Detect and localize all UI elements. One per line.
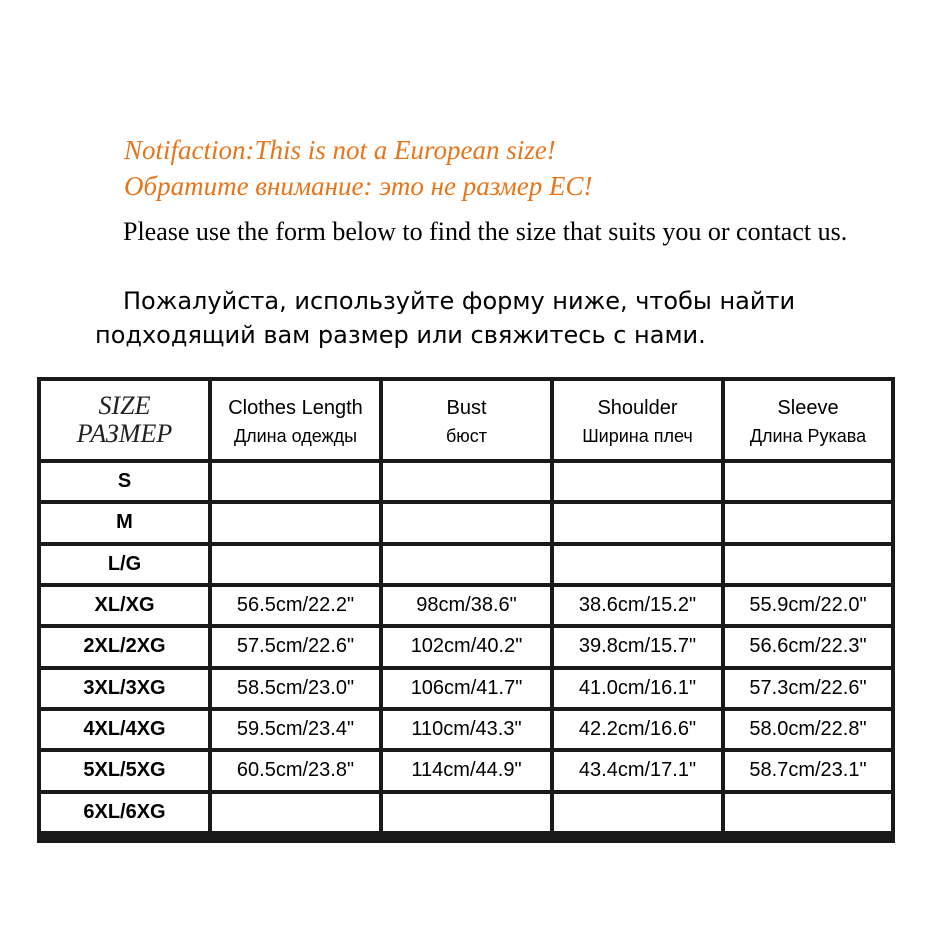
clothes-length-cell: 59.5cm/23.4" (212, 711, 379, 748)
instructions-english: Please use the form below to find the size that suits you or contact us. (123, 217, 848, 246)
size-label: 2XL/2XG (41, 628, 208, 665)
column-header-bust (383, 381, 550, 459)
bust-cell: 102cm/40.2" (383, 628, 550, 665)
notice-russian: Обратите внимание: это не размер ЕС! (124, 171, 593, 201)
sleeve-cell (725, 504, 891, 541)
shoulder-cell (554, 504, 721, 541)
table-row (41, 504, 891, 541)
column-header-en: Clothes Length (228, 397, 363, 419)
clothes-length-cell (212, 463, 379, 500)
bust-cell: 98cm/38.6" (383, 587, 550, 624)
table-row (41, 711, 891, 748)
size-label: 6XL/6XG (41, 794, 208, 831)
bust-cell: 106cm/41.7" (383, 670, 550, 707)
table-row (41, 546, 891, 583)
bust-cell (383, 546, 550, 583)
clothes-length-cell: 60.5cm/23.8" (212, 752, 379, 789)
shoulder-cell: 43.4cm/17.1" (554, 752, 721, 789)
clothes-length-cell: 57.5cm/22.6" (212, 628, 379, 665)
column-header-en: Bust (446, 397, 487, 419)
shoulder-cell: 39.8cm/15.7" (554, 628, 721, 665)
shoulder-cell: 41.0cm/16.1" (554, 670, 721, 707)
clothes-length-cell (212, 546, 379, 583)
size-label: M (41, 504, 208, 541)
table-row (41, 794, 891, 831)
table-row (41, 628, 891, 665)
size-label: XL/XG (41, 587, 208, 624)
column-header-ru: Длина Рукава (749, 426, 867, 446)
instructions-russian: Пожалуйста, используйте форму ниже, чтобы найти подходящий вам размер или свяжитесь с нами. (95, 287, 796, 349)
size-header-en: SIZE (98, 391, 151, 420)
sleeve-cell: 58.0cm/22.8" (725, 711, 891, 748)
clothes-length-cell: 58.5cm/23.0" (212, 670, 379, 707)
bust-cell: 110cm/43.3" (383, 711, 550, 748)
sleeve-cell: 57.3cm/22.6" (725, 670, 891, 707)
clothes-length-cell: 56.5cm/22.2" (212, 587, 379, 624)
bust-cell (383, 504, 550, 541)
shoulder-cell (554, 794, 721, 831)
sleeve-cell: 55.9cm/22.0" (725, 587, 891, 624)
column-header-shoulder (554, 381, 721, 459)
clothes-length-cell (212, 504, 379, 541)
column-header-en: Sleeve (777, 397, 839, 419)
shoulder-cell (554, 546, 721, 583)
column-header-ru: Длина одежды (233, 426, 358, 446)
column-header-ru: бюст (445, 426, 488, 446)
clothes-length-cell (212, 794, 379, 831)
column-header-clothes-length (212, 381, 379, 459)
size-label: S (41, 463, 208, 500)
size-header-cell (41, 381, 208, 459)
size-label: 5XL/5XG (41, 752, 208, 789)
table-row (41, 587, 891, 624)
size-label: 4XL/4XG (41, 711, 208, 748)
sleeve-cell (725, 546, 891, 583)
shoulder-cell: 38.6cm/15.2" (554, 587, 721, 624)
size-header-ru: РАЗМЕР (76, 419, 173, 448)
size-label: L/G (41, 546, 208, 583)
size-label: 3XL/3XG (41, 670, 208, 707)
bust-cell (383, 794, 550, 831)
sleeve-cell (725, 463, 891, 500)
table-header-row (41, 381, 891, 459)
table-row (41, 463, 891, 500)
shoulder-cell (554, 463, 721, 500)
sleeve-cell (725, 794, 891, 831)
notice-english: Notifaction:This is not a European size! (124, 135, 556, 165)
column-header-en: Shoulder (597, 397, 678, 419)
table-row (41, 670, 891, 707)
bust-cell (383, 463, 550, 500)
bust-cell: 114cm/44.9" (383, 752, 550, 789)
size-chart-table (37, 377, 895, 843)
sleeve-cell: 56.6cm/22.3" (725, 628, 891, 665)
shoulder-cell: 42.2cm/16.6" (554, 711, 721, 748)
sleeve-cell: 58.7cm/23.1" (725, 752, 891, 789)
column-header-ru: Ширина плеч (582, 426, 693, 446)
column-header-sleeve (725, 381, 891, 459)
table-row (41, 752, 891, 789)
